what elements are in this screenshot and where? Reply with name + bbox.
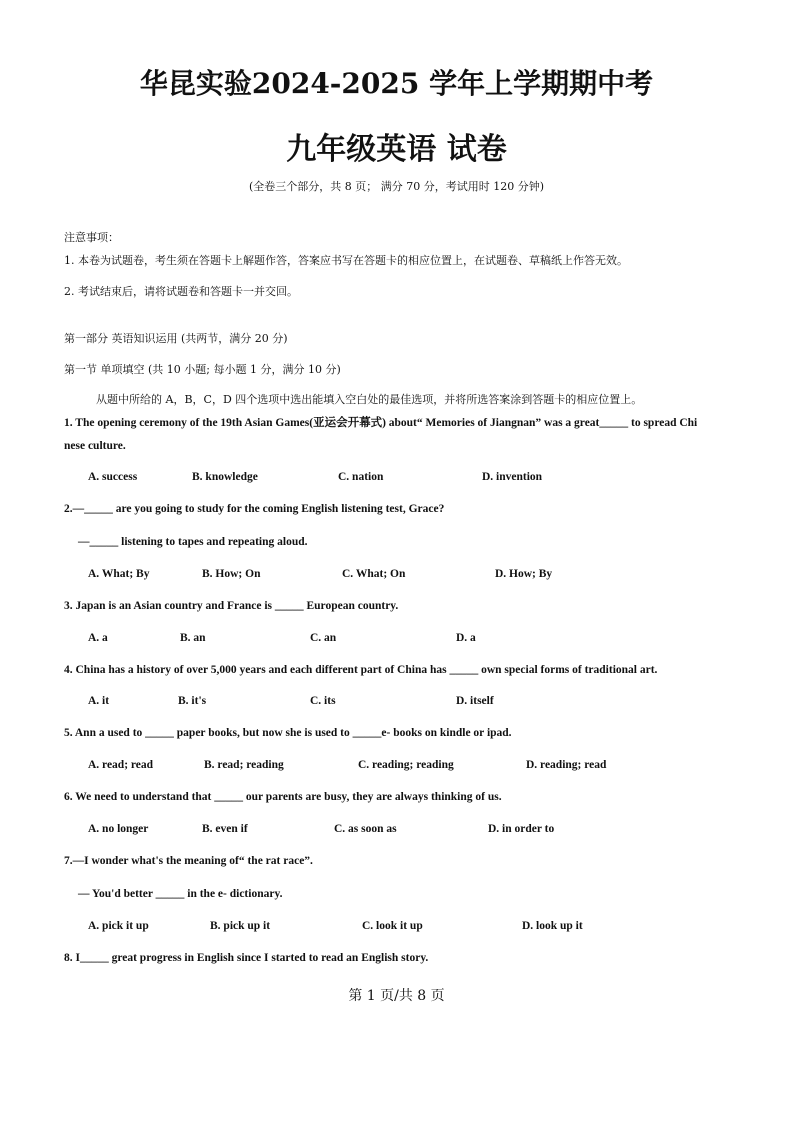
- q1-option-b: B. knowledge: [192, 471, 258, 483]
- section1-heading: 第一节 单项填空 (共 10 小题; 每小题 1 分，满分 10 分): [64, 363, 341, 376]
- q7-option-a: A. pick it up: [88, 920, 149, 932]
- q2-option-a: A. What; By: [88, 568, 150, 580]
- question-3-stem: 3. Japan is an Asian country and France is _____ European country.: [64, 600, 399, 612]
- q5-option-c: C. reading; reading: [358, 759, 454, 771]
- question-4-stem: 4. China has a history of over 5,000 years and each different part of China has _____ own special forms of traditional art.: [64, 664, 658, 676]
- q7-option-b: B. pick up it: [210, 920, 271, 932]
- q4-option-b: B. it's: [178, 695, 207, 707]
- question-8-stem: 8. I_____ great progress in English since I started to read an English story.: [64, 952, 429, 964]
- question-1-stem: 1. The opening ceremony of the 19th Asian Games(亚运会开幕式) about“ Memories of Jiangnan” was a great_____ to spread Chi: [64, 417, 698, 429]
- q5-option-d: D. reading; read: [526, 759, 607, 771]
- q5-option-a: A. read; read: [88, 759, 154, 771]
- q6-option-a: A. no longer: [88, 823, 149, 835]
- notice-item-1: 1. 本卷为试题卷，考生须在答题卡上解题作答，答案应书写在答题卡的相应位置上，在试题卷、草稿纸上作答无效。: [64, 254, 628, 267]
- part1-heading: 第一部分 英语知识运用 (共两节，满分 20 分): [64, 332, 288, 345]
- q7-option-c: C. look it up: [362, 920, 423, 932]
- q6-option-b: B. even if: [202, 823, 248, 835]
- q3-option-c: C. an: [310, 632, 337, 644]
- q2-option-c: C. What; On: [342, 568, 406, 580]
- q7-option-d: D. look up it: [522, 920, 583, 932]
- question-5-stem: 5. Ann a used to _____ paper books, but now she is used to _____e- books on kindle or ipad.: [64, 727, 512, 739]
- q1-option-d: D. invention: [482, 471, 543, 483]
- question-2-response: —_____ listening to tapes and repeating aloud.: [78, 536, 308, 548]
- question-2-stem: 2.—_____ are you going to study for the coming English listening test, Grace?: [64, 503, 445, 515]
- q6-option-d: D. in order to: [488, 823, 555, 835]
- question-6-stem: 6. We need to understand that _____ our parents are busy, they are always thinking of us.: [64, 791, 502, 803]
- q2-option-b: B. How; On: [202, 568, 261, 580]
- section-instruction: 从题中所给的 A，B，C，D 四个选项中选出能填入空白处的最佳选项，并将所选答案涂到答题卡的相应位置上。: [96, 393, 643, 406]
- q1-option-a: A. success: [88, 471, 138, 483]
- question-7-stem: 7.—I wonder what's the meaning of“ the rat race”.: [64, 855, 313, 867]
- q2-option-d: D. How; By: [495, 568, 553, 580]
- q4-option-d: D. itself: [456, 695, 494, 707]
- q4-option-c: C. its: [310, 695, 336, 707]
- q1-option-c: C. nation: [338, 471, 384, 483]
- question-1-stem-cont: nese culture.: [64, 440, 126, 452]
- exam-subject-title: 九年级英语 试卷: [286, 132, 507, 167]
- notice-item-2: 2. 考试结束后，请将试题卷和答题卡一并交回。: [64, 285, 298, 298]
- notice-heading: 注意事项：: [64, 231, 119, 244]
- q3-option-b: B. an: [180, 632, 206, 644]
- q3-option-d: D. a: [456, 632, 476, 644]
- page-indicator: 第 1 页/共 8 页: [348, 988, 445, 1004]
- q4-option-a: A. it: [88, 695, 110, 707]
- q6-option-c: C. as soon as: [334, 823, 397, 835]
- exam-title: 华昆实验2024-2025 学年上学期期中考: [139, 67, 654, 100]
- q5-option-b: B. read; reading: [204, 759, 284, 771]
- q3-option-a: A. a: [88, 632, 108, 644]
- question-7-response: — You'd better _____ in the e- dictionary.: [78, 888, 283, 900]
- exam-info: (全卷三个部分，共 8 页； 满分 70 分，考试用时 120 分钟): [248, 180, 545, 193]
